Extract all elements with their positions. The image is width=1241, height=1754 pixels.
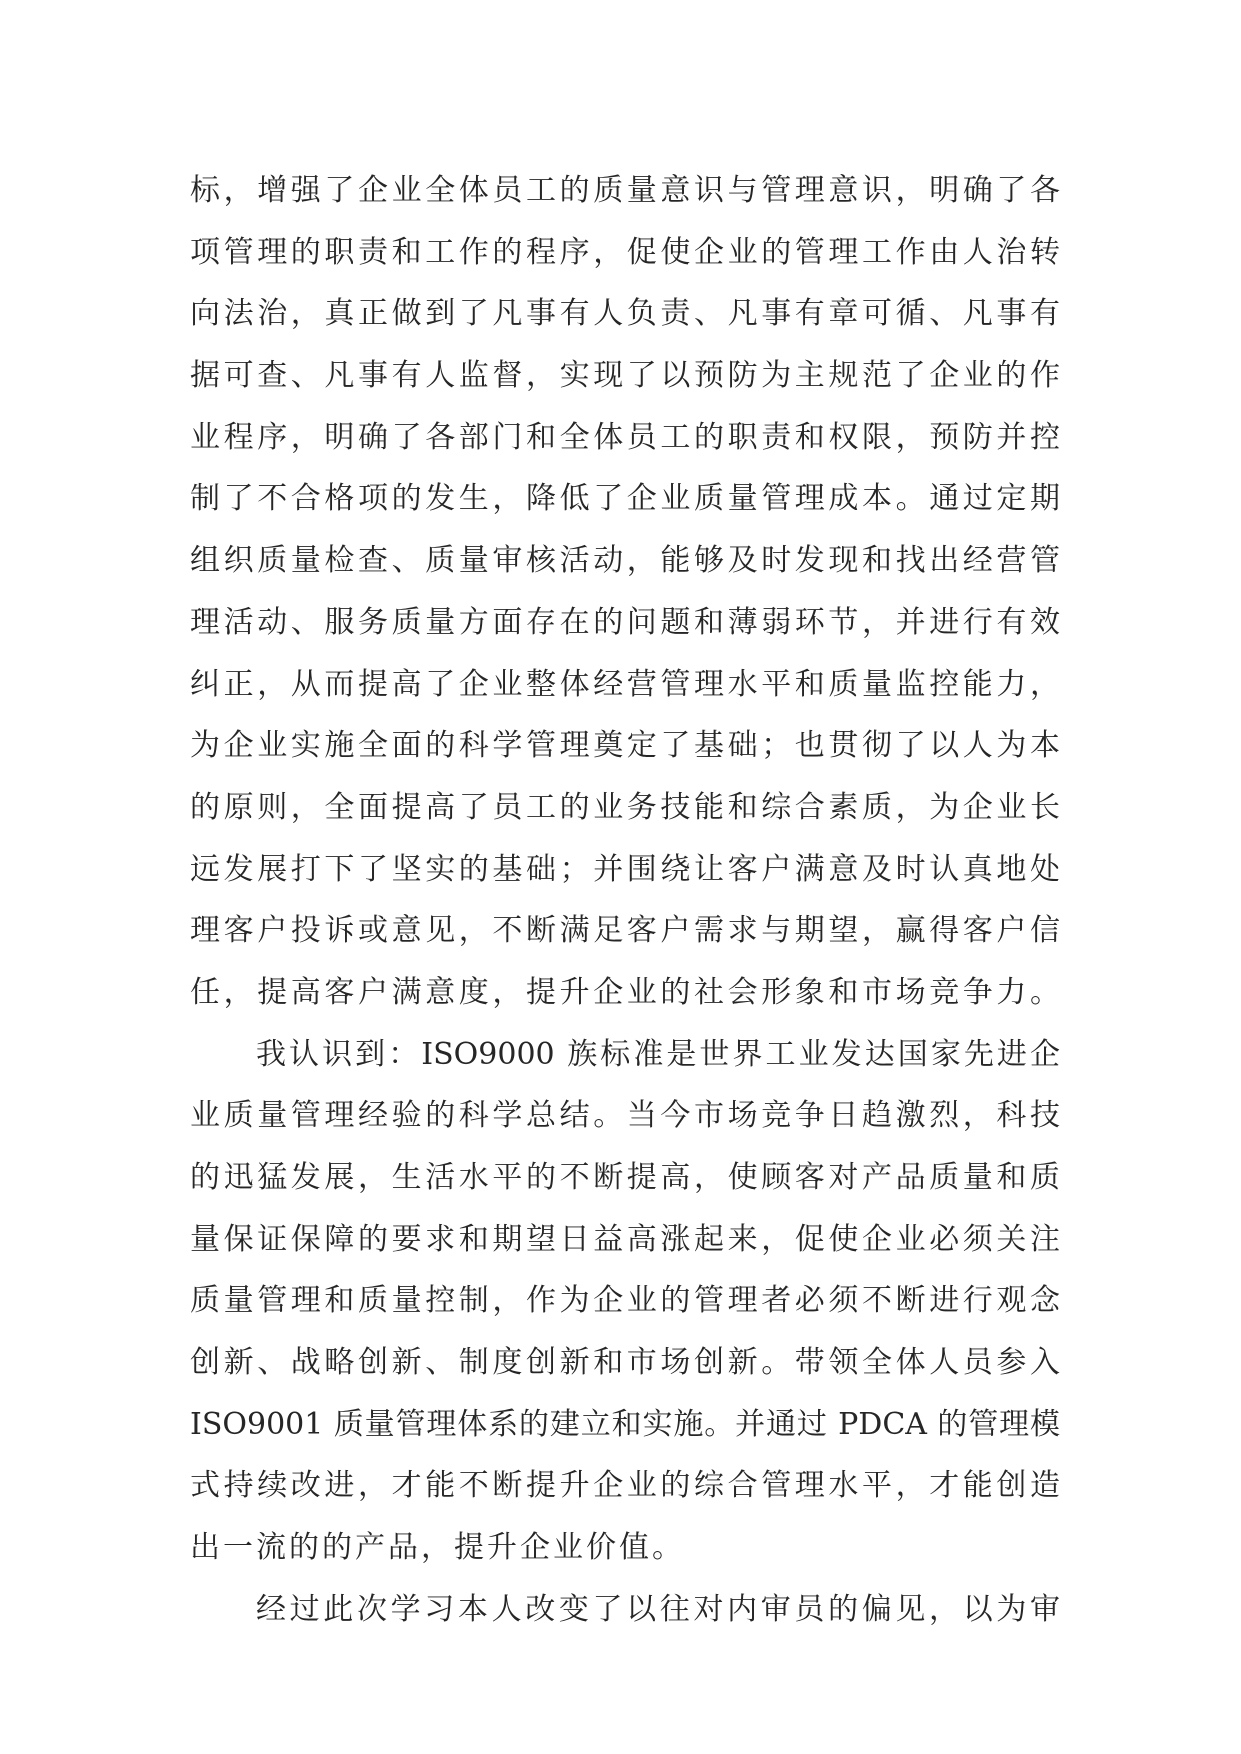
text-line: 创新、战略创新、制度创新和市场创新。带领全体人员参入	[190, 1345, 1060, 1381]
text-line: 的迅猛发展，生活水平的不断提高，使顾客对产品质量和质	[190, 1160, 1060, 1195]
text-line: 向法治，真正做到了凡事有人负责、凡事有章可循、凡事有	[190, 296, 1060, 332]
paragraph-start-line: 我认识到：ISO9000 族标准是世界工业发达国家先进企	[256, 1036, 1060, 1072]
text-line: 远发展打下了坚实的基础；并围绕让客户满意及时认真地处	[190, 851, 1060, 887]
text-line: 制了不合格项的发生，降低了企业质量管理成本。通过定期	[190, 481, 1060, 517]
text-line: 业程序，明确了各部门和全体员工的职责和权限，预防并控	[190, 419, 1060, 455]
text-line: 任，提高客户满意度，提升企业的社会形象和市场竞争力。	[190, 974, 1060, 1010]
paragraph-start-line: 经过此次学习本人改变了以往对内审员的偏见，以为审	[256, 1591, 1060, 1627]
text-line: 纠正，从而提高了企业整体经营管理水平和质量监控能力，	[190, 666, 1060, 702]
paragraph-end-line: 出一流的的产品，提升企业价值。	[190, 1530, 685, 1566]
text-line: 理活动、服务质量方面存在的问题和薄弱环节，并进行有效	[190, 604, 1060, 640]
text-line: 标，增强了企业全体员工的质量意识与管理意识，明确了各	[190, 173, 1060, 208]
text-line: 为企业实施全面的科学管理奠定了基础；也贯彻了以人为本	[190, 728, 1060, 764]
text-line: 据可查、凡事有人监督，实现了以预防为主规范了企业的作	[190, 358, 1060, 394]
text-line: 业质量管理经验的科学总结。当今市场竞争日趋激烈，科技	[190, 1098, 1060, 1134]
text-line: 理客户投诉或意见，不断满足客户需求与期望，赢得客户信	[190, 913, 1060, 949]
text-line: 质量管理和质量控制，作为企业的管理者必须不断进行观念	[190, 1283, 1060, 1319]
text-line: 项管理的职责和工作的程序，促使企业的管理工作由人治转	[190, 234, 1060, 270]
text-line: ISO9001 质量管理体系的建立和实施。并通过 PDCA 的管理模	[190, 1406, 1060, 1442]
text-line: 量保证保障的要求和期望日益高涨起来，促使企业必须关注	[190, 1221, 1060, 1257]
text-line: 组织质量检查、质量审核活动，能够及时发现和找出经营管	[190, 543, 1060, 579]
text-line: 的原则，全面提高了员工的业务技能和综合素质，为企业长	[190, 789, 1060, 825]
text-line: 式持续改进，才能不断提升企业的综合管理水平，才能创造	[190, 1468, 1060, 1504]
body-text	[190, 160, 1060, 1641]
